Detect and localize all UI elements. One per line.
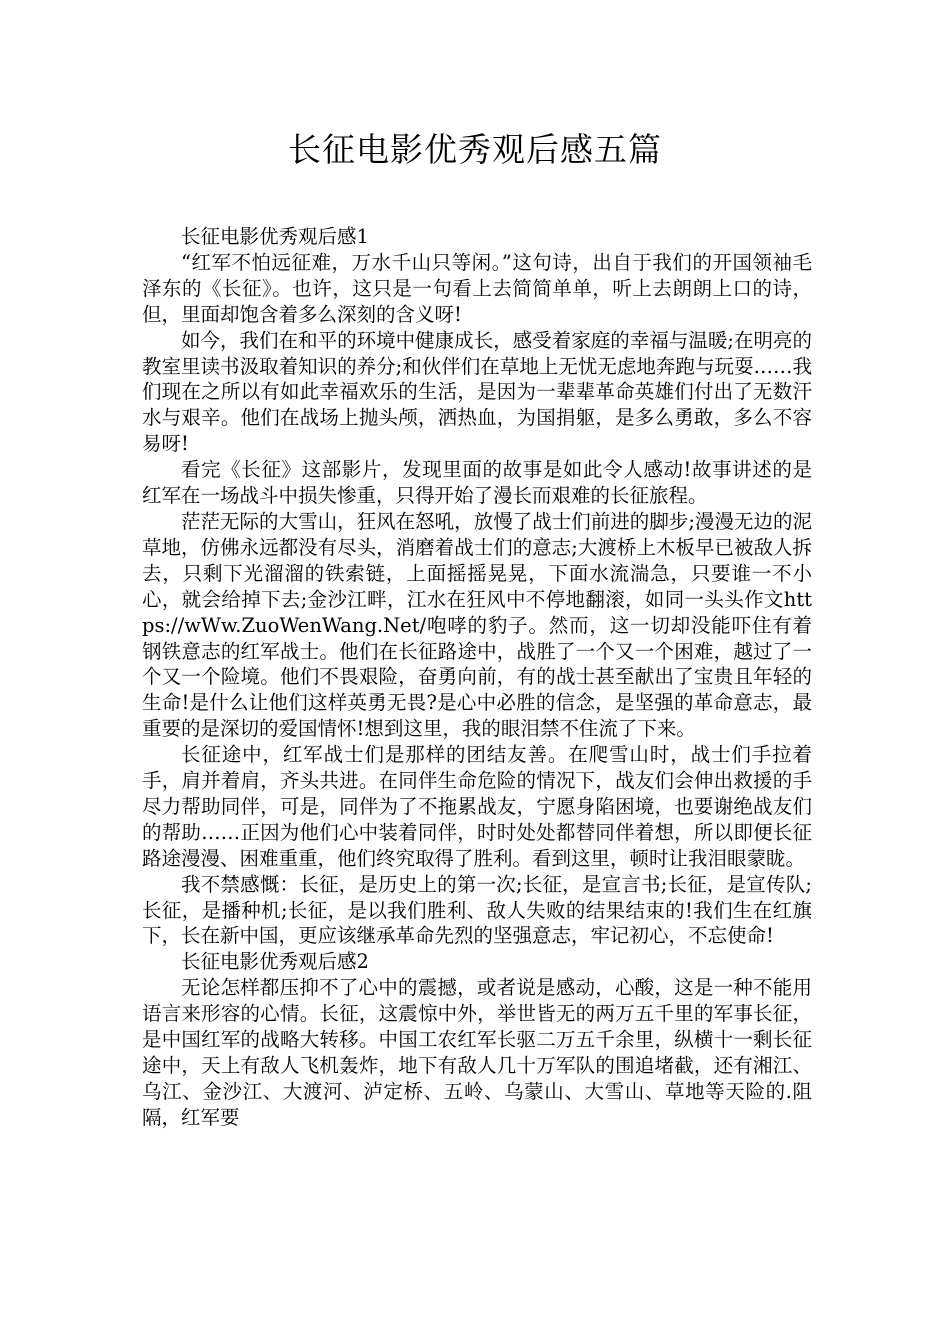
paragraph: 长征途中，红军战士们是那样的团结友善。在爬雪山时，战士们手拉着手，肩并着肩，齐头共进。在同伴生命危险的情况下，战友们会伸出救援的手尽力帮助同伴，可是，同伴为了不拖累战友，宁愿身陷困境，也要谢绝战友们的帮助……正因为他们心中装着同伴，时时处处都替同伴着想，所以即便长征路途漫漫、困难重重，他们终究取得了胜利。看到这里，顿时让我泪眼蒙眬。 [142,743,812,870]
paragraph: 无论怎样都压抑不了心中的震撼，或者说是感动，心酸，这是一种不能用语言来形容的心情。长征，这震惊中外，举世皆无的两万五千里的军事长征，是中国红军的战略大转移。中国工农红军长驱二万五千余里，纵横十一剩长征途中，天上有敌人飞机轰炸，地下有敌人几十万军队的围追堵截，还有湘江、乌江、金沙江、大渡河、泸定桥、五岭、乌蒙山、大雪山、草地等天险的.阻隔，红军要 [142,976,812,1129]
paragraph: 茫茫无际的大雪山，狂风在怒吼，放慢了战士们前进的脚步;漫漫无边的泥草地，仿佛永远都没有尽头，消磨着战士们的意志;大渡桥上木板早已被敌人拆去，只剩下光溜溜的铁索链，上面摇摇晃晃，下面水流湍急，只要谁一不小心，就会给掉下去;金沙江畔，江水在狂风中不停地翻滚，如同一头头作文https://wWw.ZuoWenWang.Net/咆哮的豹子。然而，这一切却没能吓住有着钢铁意志的红军战士。他们在长征路途中，战胜了一个又一个困难，越过了一个又一个险境。他们不畏艰险，奋勇向前，有的战士甚至献出了宝贵且年轻的生命!是什么让他们这样英勇无畏?是心中必胜的信念，是坚强的革命意志，最重要的是深切的爱国情怀!想到这里，我的眼泪禁不住流了下来。 [142,509,812,741]
document-body [142,224,812,1131]
paragraph: “红军不怕远征难，万水千山只等闲。”这句诗，出自于我们的开国领袖毛泽东的《长征》。也许，这只是一句看上去简简单单，听上去朗朗上口的诗，但，里面却饱含着多么深刻的含义呀! [142,250,812,326]
paragraph: 如今，我们在和平的环境中健康成长，感受着家庭的幸福与温暖;在明亮的教室里读书汲取着知识的养分;和伙伴们在草地上无忧无虑地奔跑与玩耍……我们现在之所以有如此幸福欢乐的生活，是因为一辈辈革命英雄们付出了无数汗水与艰辛。他们在战场上抛头颅，洒热血，为国捐躯，是多么勇敢，多么不容易呀! [142,328,812,456]
section-heading: 长征电影优秀观后感2 [181,950,369,974]
document-title: 长征电影优秀观后感五篇 [288,130,662,169]
paragraph: 我不禁感慨：长征，是历史上的第一次;长征，是宣言书;长征，是宣传队;长征，是播种机;长征，是以我们胜利、敌人失败的结果结束的!我们生在红旗下，长在新中国，更应该继承革命先烈的坚强意志，牢记初心，不忘使命! [142,872,812,948]
section-heading: 长征电影优秀观后感1 [181,225,369,248]
paragraph: 看完《长征》这部影片，发现里面的故事是如此令人感动!故事讲述的是红军在一场战斗中损失惨重，只得开始了漫长而艰难的长征旅程。 [142,458,812,508]
